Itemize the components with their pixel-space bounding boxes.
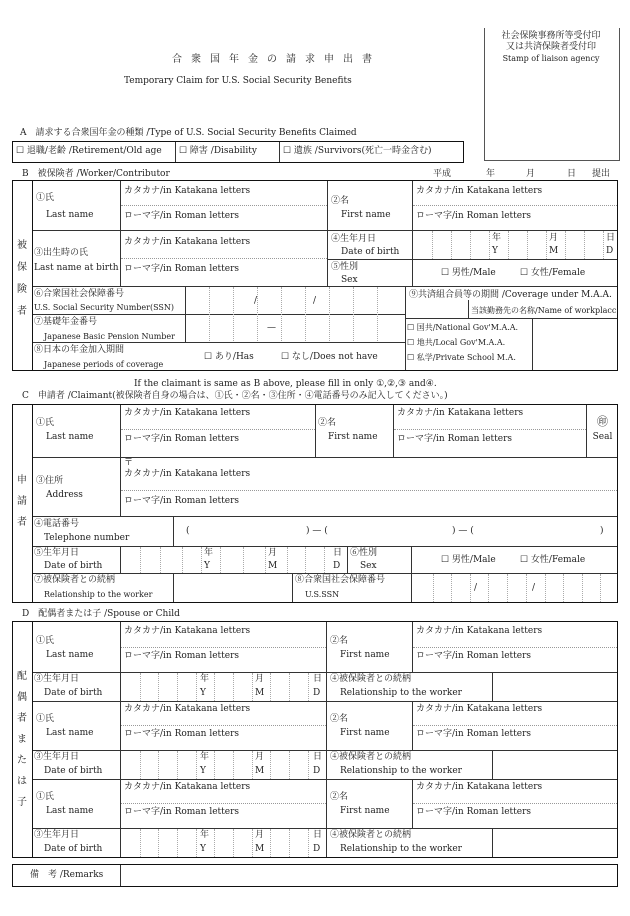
postal-mark-icon: 〒 — [124, 458, 134, 468]
dob-month-unit: 月 — [255, 752, 265, 762]
claimant-first-name-label-en: First name — [328, 432, 378, 442]
ssn-separator: / — [532, 583, 536, 593]
form-title-en: Temporary Claim for U.S. Social Security Benefits — [124, 76, 352, 86]
spouse1-first-katakana-field[interactable]: カタカナ/in Katakana letters — [416, 626, 543, 636]
maa-heading: ⑨共済組合員等の期間 /Coverage under M.A.A. — [409, 290, 612, 300]
side-label-char: 偶 — [17, 692, 27, 703]
submit-year: 年 — [486, 169, 496, 179]
spouse1-relationship-label: ④被保険者との続柄 — [330, 674, 412, 684]
spouse1-first-name-label: ②名 — [330, 636, 349, 646]
spouse1-first-name-label-en: First name — [340, 650, 390, 660]
spouse1-dob-label-en: Date of birth — [44, 688, 103, 698]
spouse2-dob-label: ③生年月日 — [34, 752, 80, 762]
remarks-label: 備 考 /Remarks — [30, 870, 104, 880]
seal-label: Seal — [592, 432, 613, 442]
dob-day-unit: 日 — [313, 752, 323, 762]
claimant-last-name-label-en: Last name — [46, 432, 94, 442]
spouse2-first-name-label-en: First name — [340, 728, 390, 738]
submit-era: 平成 — [433, 169, 452, 179]
claimant-relationship-label: ⑦被保険者との続柄 — [34, 575, 116, 585]
dob-label-en: Date of birth — [341, 247, 400, 257]
ssn-separator: / — [474, 583, 478, 593]
periods-has-checkbox[interactable]: ☐ あり/Has — [204, 352, 254, 362]
section-c-heading: C 申請者 /Claimant(被保険者自身の場合は、①氏・②名・③住所・④電話番号のみ記入してください。) — [22, 391, 448, 401]
spouse1-last-name-label-en: Last name — [46, 650, 94, 660]
phone-paren: ( — [186, 526, 190, 536]
stamp-label-3: Stamp of liaison agency — [502, 54, 600, 63]
birth-last-name-label: ③出生時の氏 — [34, 248, 89, 258]
spouse1-first-roman-field[interactable]: ローマ字/in Roman letters — [416, 651, 532, 661]
phone-label-en: Telephone number — [44, 533, 130, 543]
birth-name-roman-field[interactable]: ローマ字/in Roman letters — [124, 264, 240, 274]
dob-month-unit: 月 — [255, 674, 265, 684]
spouse3-relationship-input[interactable] — [494, 829, 616, 856]
dob-day-unit-en: D — [313, 766, 321, 776]
maa-local-checkbox[interactable]: ☐ 地共/Local Gov'M.A.A. — [407, 338, 506, 347]
maa-private-school-checkbox[interactable]: ☐ 私学/Private School M.A. — [407, 353, 516, 362]
submit-suffix: 提出 — [592, 169, 611, 179]
spouse1-relationship-label-en: Relationship to the worker — [340, 688, 462, 698]
spouse2-last-name-label: ①氏 — [36, 714, 55, 724]
spouse3-first-katakana-field[interactable]: カタカナ/in Katakana letters — [416, 782, 543, 792]
phone-number-input[interactable] — [175, 518, 616, 545]
dob-year-unit-en: Y — [200, 766, 206, 776]
phone-separator: ) — ( — [306, 526, 328, 536]
claimant-relationship-label-en: Relationship to the worker — [44, 590, 153, 599]
claimant-sex-label: ⑥性別 — [350, 548, 378, 558]
spouse2-first-name-label: ②名 — [330, 714, 349, 724]
spouse2-dob-label-en: Date of birth — [44, 766, 103, 776]
claimant-last-katakana-field[interactable]: カタカナ/in Katakana letters — [124, 408, 251, 418]
last-name-label: ①氏 — [36, 193, 55, 203]
pension-number-input[interactable] — [188, 316, 404, 341]
side-label-char: 申 — [17, 475, 27, 486]
maa-national-checkbox[interactable]: ☐ 国共/National Gov'M.A.A. — [407, 323, 519, 332]
claimant-relationship-input[interactable] — [175, 575, 291, 601]
spouse3-last-name-label: ①氏 — [36, 792, 55, 802]
spouse3-relationship-label-en: Relationship to the worker — [340, 844, 462, 854]
claimant-last-roman-field[interactable]: ローマ字/in Roman letters — [124, 434, 240, 444]
benefit-retirement-checkbox[interactable]: ☐ 退職/老齢 /Retirement/Old age — [16, 146, 162, 156]
dob-month-unit-en: M — [255, 844, 265, 854]
dob-day-unit: 日 — [606, 233, 616, 243]
address-roman-field[interactable]: ローマ字/in Roman letters — [124, 496, 240, 506]
stamp-label-2: 又は共済保険者受付印 — [505, 42, 596, 52]
dob-label: ④生年月日 — [331, 234, 377, 244]
dob-month-unit-en: M — [549, 246, 559, 256]
periods-not-checkbox[interactable]: ☐ なし/Does not have — [281, 352, 378, 362]
claimant-sex-male-checkbox[interactable]: ☐ 男性/Male — [441, 555, 496, 565]
spouse2-first-katakana-field[interactable]: カタカナ/in Katakana letters — [416, 704, 543, 714]
dob-month-unit: 月 — [268, 548, 278, 558]
claimant-dob-label: ⑤生年月日 — [34, 548, 80, 558]
ssn-separator: / — [313, 296, 317, 306]
dob-month-unit-en: M — [268, 561, 278, 571]
sex-male-checkbox[interactable]: ☐ 男性/Male — [441, 268, 496, 278]
periods-label: ⑧日本の年金加入期間 — [34, 345, 125, 355]
spouse1-last-katakana-field[interactable]: カタカナ/in Katakana letters — [124, 626, 251, 636]
submit-month: 月 — [526, 169, 536, 179]
address-label: ③住所 — [36, 476, 64, 486]
claimant-first-name-label: ②名 — [318, 418, 337, 428]
claimant-ssn-label: ⑧合衆国社会保障番号 — [295, 575, 386, 585]
dob-year-unit: 年 — [200, 674, 210, 684]
spouse3-dob-label-en: Date of birth — [44, 844, 103, 854]
first-name-roman-field[interactable]: ローマ字/in Roman letters — [416, 211, 532, 221]
claimant-last-name-label: ①氏 — [36, 418, 55, 428]
spouse1-last-name-label: ①氏 — [36, 636, 55, 646]
side-label-char: ま — [17, 734, 27, 745]
section-b-heading: B 被保険者 /Worker/Contributor — [22, 169, 170, 179]
dob-year-unit: 年 — [204, 548, 214, 558]
claimant-first-roman-field[interactable]: ローマ字/in Roman letters — [397, 434, 513, 444]
seal-icon: ㊞ — [597, 415, 608, 428]
submit-day: 日 — [567, 169, 577, 179]
benefit-survivors-checkbox[interactable]: ☐ 遺族 /Survivors(死亡一時金含む) — [283, 146, 432, 156]
dob-day-unit-en: D — [313, 844, 321, 854]
spouse3-first-name-label-en: First name — [340, 806, 390, 816]
side-label-char: た — [17, 755, 27, 766]
dob-day-unit: 日 — [313, 674, 323, 684]
first-name-label-en: First name — [341, 210, 391, 220]
claimant-ssn-label-en: U.S.SSN — [305, 590, 340, 599]
spouse3-first-name-label: ②名 — [330, 792, 349, 802]
dob-day-unit: 日 — [333, 548, 343, 558]
side-label-char: 配 — [17, 671, 27, 682]
dob-day-unit-en: D — [313, 688, 321, 698]
dob-year-unit-en: Y — [204, 561, 210, 571]
pension-number-label: ⑦基礎年金番号 — [34, 317, 98, 327]
first-name-katakana-field[interactable]: カタカナ/in Katakana letters — [416, 186, 543, 196]
side-label-char: 者 — [17, 713, 27, 724]
claimant-dob-label-en: Date of birth — [44, 561, 103, 571]
spouse3-dob-label: ③生年月日 — [34, 830, 80, 840]
section-d-heading: D 配偶者または子 /Spouse or Child — [22, 609, 180, 619]
workplace-name-input[interactable] — [533, 319, 617, 369]
spouse3-first-roman-field[interactable]: ローマ字/in Roman letters — [416, 807, 532, 817]
spouse3-last-name-label-en: Last name — [46, 806, 94, 816]
claimant-sex-label-en: Sex — [360, 561, 377, 571]
dob-month-unit-en: M — [255, 766, 265, 776]
last-name-label-en: Last name — [46, 210, 94, 220]
stamp-label-1: 社会保険事務所等受付印 — [501, 31, 601, 41]
address-katakana-field[interactable]: カタカナ/in Katakana letters — [124, 469, 251, 479]
dob-day-unit-en: D — [333, 561, 341, 571]
dob-month-unit: 月 — [255, 830, 265, 840]
spouse1-relationship-input[interactable] — [494, 673, 616, 700]
pension-number-label-en: Japanese Basic Pension Number — [44, 332, 175, 341]
spouse2-last-name-label-en: Last name — [46, 728, 94, 738]
dob-year-unit: 年 — [200, 752, 210, 762]
spouse1-last-roman-field[interactable]: ローマ字/in Roman letters — [124, 651, 240, 661]
claimant-first-katakana-field[interactable]: カタカナ/in Katakana letters — [397, 408, 524, 418]
dob-year-unit-en: Y — [200, 844, 206, 854]
pension-separator: — — [267, 323, 276, 333]
dob-year-unit: 年 — [492, 233, 502, 243]
periods-label-en: Japanese periods of coverage — [44, 360, 164, 369]
spouse3-last-katakana-field[interactable]: カタカナ/in Katakana letters — [124, 782, 251, 792]
worker-ssn-input[interactable] — [188, 288, 404, 313]
spouse2-relationship-label-en: Relationship to the worker — [340, 766, 462, 776]
dob-year-unit-en: Y — [492, 246, 498, 256]
dob-month-unit: 月 — [549, 233, 559, 243]
side-label-char: 険 — [17, 284, 27, 295]
side-label-char: は — [17, 776, 27, 787]
sex-label-en: Sex — [341, 275, 358, 285]
address-label-en: Address — [46, 490, 83, 500]
birth-name-katakana-field[interactable]: カタカナ/in Katakana letters — [124, 237, 251, 247]
dob-day-unit-en: D — [606, 246, 614, 256]
spouse2-last-roman-field[interactable]: ローマ字/in Roman letters — [124, 729, 240, 739]
side-label-char: 者 — [17, 306, 27, 317]
section-c-note: If the claimant is same as B above, please fill in only ①,②,③ and④. — [134, 379, 437, 389]
spouse2-relationship-label: ④被保険者との続柄 — [330, 752, 412, 762]
phone-label: ④電話番号 — [34, 519, 80, 529]
benefit-disability-checkbox[interactable]: ☐ 障害 /Disability — [179, 146, 257, 156]
last-name-katakana-field[interactable]: カタカナ/in Katakana letters — [124, 186, 251, 196]
workplace-label: 当該勤務先の名称/Name of workplacc — [471, 306, 617, 315]
side-label-char: 子 — [17, 797, 27, 808]
sex-label: ⑤性別 — [331, 262, 359, 272]
last-name-roman-field[interactable]: ローマ字/in Roman letters — [124, 211, 240, 221]
form-title-jp: 合衆国年金の請求申出書 — [172, 54, 381, 65]
ssn-label-en: U.S. Social Security Number(SSN) — [34, 303, 175, 312]
ssn-label: ⑥合衆国社会保障番号 — [34, 289, 125, 299]
claimant-sex-female-checkbox[interactable]: ☐ 女性/Female — [520, 555, 586, 565]
spouse2-relationship-input[interactable] — [494, 751, 616, 778]
dob-year-unit-en: Y — [200, 688, 206, 698]
first-name-label: ②名 — [331, 196, 350, 206]
section-a-heading: A 請求する合衆国年金の種類 /Type of U.S. Social Security Benefits Claimed — [20, 128, 357, 138]
sex-female-checkbox[interactable]: ☐ 女性/Female — [520, 268, 586, 278]
side-label-char: 保 — [17, 262, 27, 273]
spouse3-relationship-label: ④被保険者との続柄 — [330, 830, 412, 840]
phone-separator: ) — ( — [452, 526, 474, 536]
dob-day-unit: 日 — [313, 830, 323, 840]
side-label-char: 者 — [17, 517, 27, 528]
phone-paren: ) — [600, 526, 604, 536]
spouse3-last-roman-field[interactable]: ローマ字/in Roman letters — [124, 807, 240, 817]
spouse1-dob-label: ③生年月日 — [34, 674, 80, 684]
dob-month-unit-en: M — [255, 688, 265, 698]
side-label-char: 被 — [17, 240, 27, 251]
spouse2-first-roman-field[interactable]: ローマ字/in Roman letters — [416, 729, 532, 739]
remarks-input[interactable] — [122, 866, 616, 885]
spouse2-last-katakana-field[interactable]: カタカナ/in Katakana letters — [124, 704, 251, 714]
dob-year-unit: 年 — [200, 830, 210, 840]
side-label-char: 請 — [17, 496, 27, 507]
ssn-separator: / — [254, 296, 258, 306]
birth-last-name-label-en: Last name at birth — [34, 263, 119, 273]
